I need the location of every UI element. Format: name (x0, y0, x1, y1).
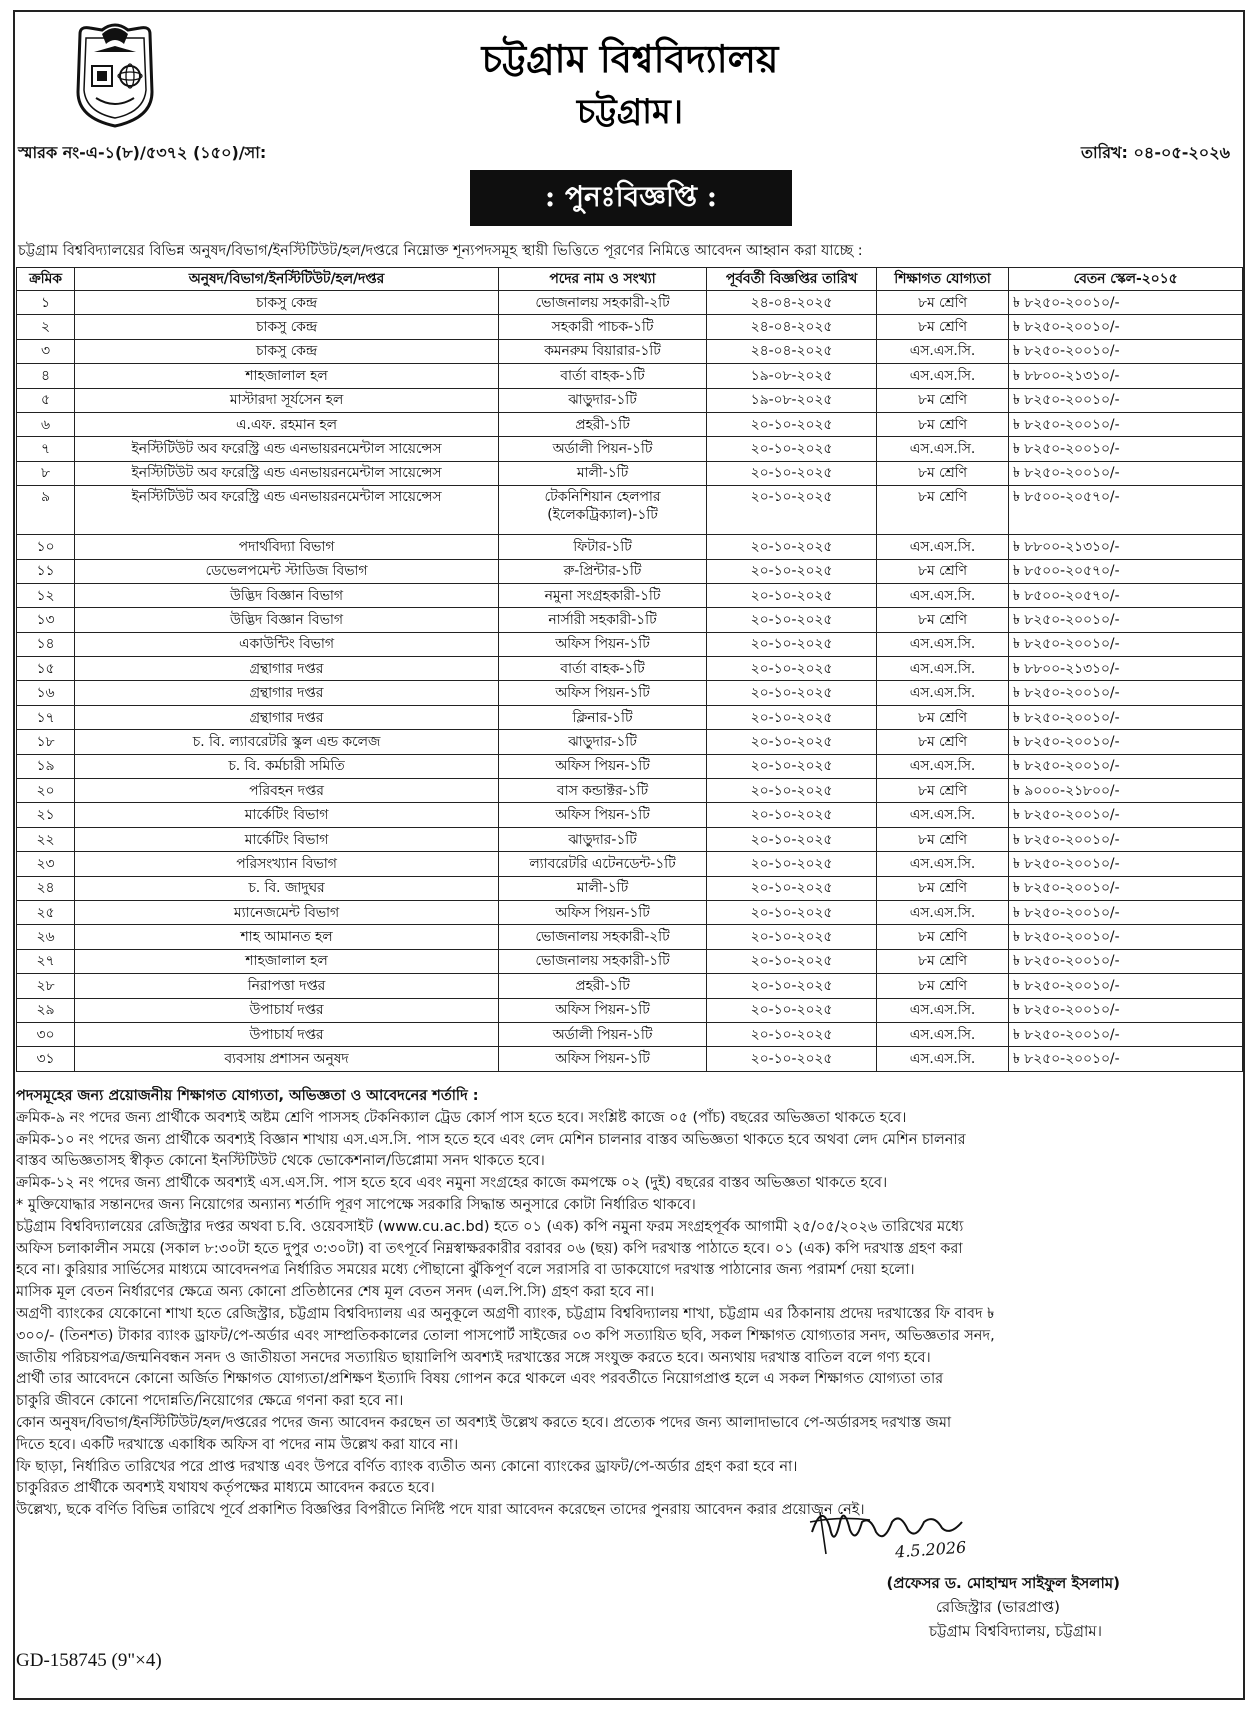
table-row (17, 364, 1243, 388)
pay-scale-cell: ৳ ৮২৫০-২০০১০/- (1009, 388, 1243, 412)
serial-cell: ৯ (17, 486, 75, 535)
condition-line: হবে না। কুরিয়ার সার্ভিসের মাধ্যমে আবেদনপত্র নির্ধারিত সময়ের মধ্যে পৌছানো ঝুঁকিপূর্ণ বলে সরাসরি বা ডাকযোগে দরখাস্ত পাঠানোর জন্য পরামর্শ দেয়া হলো। (16, 1262, 915, 1279)
serial-cell: ১১ (17, 559, 75, 583)
pay-scale-cell: ৳ ৮৮০০-২১৩১০/- (1009, 535, 1243, 559)
serial-cell: ১৩ (17, 608, 75, 632)
table-row (17, 1022, 1243, 1046)
pay-scale-cell: ৳ ৮২৫০-২০০১০/- (1009, 803, 1243, 827)
memo-number: স্মারক নং-এ-১(৮)/৫৩৭২ (১৫০)/সা: (18, 143, 267, 162)
serial-cell: ৫ (17, 388, 75, 412)
pay-scale-cell: ৳ ৮২৫০-২০০১০/- (1009, 998, 1243, 1022)
serial-cell: ২২ (17, 827, 75, 851)
qualification-cell: ৮ম শ্রেণি (877, 291, 1009, 315)
table-row (17, 852, 1243, 876)
office-cell: চাকসু কেন্দ্র (75, 291, 499, 315)
post-cell: কমনরুম বিয়ারার-১টি (499, 339, 707, 363)
table-row (17, 876, 1243, 900)
pay-scale-cell: ৳ ৮২৫০-২০০১০/- (1009, 681, 1243, 705)
table-header-row (17, 268, 1243, 291)
table-row (17, 461, 1243, 485)
condition-line: অগ্রণী ব্যাংকের যেকোনো শাখা হতে রেজিস্ট্রার, চট্টগ্রাম বিশ্ববিদ্যালয় এর অনুকূলে অগ্রণী ব্যাংক, চট্টগ্রাম বিশ্ববিদ্যালয় শাখা, চট্টগ্রাম এর ঠিকানায় প্রদেয় দরখাস্তের ফি বাবদ ৳ (16, 1305, 995, 1322)
previous-date-cell: ২৪-০৪-২০২৫ (707, 315, 877, 339)
qualification-cell: এস.এস.সি. (877, 583, 1009, 607)
header-post: পদের নাম ও সংখ্যা (499, 268, 707, 291)
pay-scale-cell: ৳ ৮২৫০-২০০১০/- (1009, 632, 1243, 656)
gd-code: GD-158745 (9"×4) (16, 1650, 162, 1671)
table-row (17, 535, 1243, 559)
qualification-cell: ৮ম শ্রেণি (877, 608, 1009, 632)
previous-date-cell: ২০-১০-২০২৫ (707, 657, 877, 681)
university-name: চট্টগ্রাম বিশ্ববিদ্যালয় (481, 36, 779, 81)
pay-scale-cell: ৳ ৮২৫০-২০০১০/- (1009, 754, 1243, 778)
office-cell: নিরাপত্তা দপ্তর (75, 974, 499, 998)
previous-date-cell: ২০-১০-২০২৫ (707, 876, 877, 900)
header-pay-scale: বেতন স্কেল-২০১৫ (1009, 268, 1243, 291)
serial-cell: ৭ (17, 437, 75, 461)
post-cell: ভোজনালয় সহকারী-১টি (499, 949, 707, 973)
condition-line: উল্লেখ্য, ছকে বর্ণিত বিভিন্ন তারিখে পূর্বে প্রকাশিত বিজ্ঞপ্তির বিপরীতে নির্দিষ্ট পদে যারা আবেদন করেছেন তাদের পুনরায় আবেদন করার প্রয়োজন নেই। (16, 1502, 865, 1519)
qualification-cell: ৮ম শ্রেণি (877, 461, 1009, 485)
pay-scale-cell: ৳ ৮২৫০-২০০১০/- (1009, 437, 1243, 461)
serial-cell: ১২ (17, 583, 75, 607)
post-cell: অফিস পিয়ন-১টি (499, 754, 707, 778)
pay-scale-cell: ৳ ৮২৫০-২০০১০/- (1009, 608, 1243, 632)
table-row (17, 925, 1243, 949)
qualification-cell: এস.এস.সি. (877, 364, 1009, 388)
pay-scale-cell: ৳ ৮২৫০-২০০১০/- (1009, 827, 1243, 851)
post-cell: ঝাড়ুদার-১টি (499, 827, 707, 851)
header-previous-date: পূর্ববর্তী বিজ্ঞপ্তির তারিখ (707, 268, 877, 291)
office-cell: পরিবহন দপ্তর (75, 779, 499, 803)
qualification-cell: এস.এস.সি. (877, 657, 1009, 681)
table-row (17, 608, 1243, 632)
previous-date-cell: ২০-১০-২০২৫ (707, 705, 877, 729)
pay-scale-cell: ৳ ৮২৫০-২০০১০/- (1009, 974, 1243, 998)
previous-date-cell: ২৪-০৪-২০২৫ (707, 339, 877, 363)
qualification-cell: ৮ম শ্রেণি (877, 827, 1009, 851)
post-cell: অফিস পিয়ন-১টি (499, 1047, 707, 1071)
previous-date-cell: ২০-১০-২০২৫ (707, 608, 877, 632)
intro-text: চট্টগ্রাম বিশ্ববিদ্যালয়ের বিভিন্ন অনুষদ/বিভাগ/ইনস্টিটিউট/হল/দপ্তরে নিম্নোক্ত শূন্যপদসমূহ স্থায়ী ভিত্তিতে পূরণের নিমিত্তে আবেদন আহ্বান করা যাচ্ছে : (18, 243, 863, 259)
pay-scale-cell: ৳ ৮২৫০-২০০১০/- (1009, 925, 1243, 949)
serial-cell: ১৫ (17, 657, 75, 681)
qualification-cell: এস.এস.সি. (877, 339, 1009, 363)
serial-cell: ২১ (17, 803, 75, 827)
office-cell: উদ্ভিদ বিজ্ঞান বিভাগ (75, 583, 499, 607)
table-row (17, 486, 1243, 535)
condition-line: চাকুরিরত প্রার্থীকে অবশ্যই যথাযথ কর্তৃপক্ষের মাধ্যমে আবেদন করতে হবে। (16, 1480, 435, 1497)
previous-date-cell: ২০-১০-২০২৫ (707, 535, 877, 559)
office-cell: মার্কেটিং বিভাগ (75, 803, 499, 827)
previous-date-cell: ২০-১০-২০২৫ (707, 461, 877, 485)
serial-cell: ২৬ (17, 925, 75, 949)
post-cell: রু-প্রিন্টার-১টি (499, 559, 707, 583)
previous-date-cell: ২০-১০-২০২৫ (707, 754, 877, 778)
table-row (17, 705, 1243, 729)
condition-line: মাসিক মূল বেতন নির্ধারণের ক্ষেত্রে অন্য কোনো প্রতিষ্ঠানের শেষ মূল বেতন সনদ (এল.পি.সি) গ্রহণ করা হবে না। (16, 1284, 655, 1301)
serial-cell: ২ (17, 315, 75, 339)
condition-line: অফিস চলাকালীন সময়ে (সকাল ৮:৩০টা হতে দুপুর ৩:৩০টা) বা তৎপূর্বে নিম্নস্বাক্ষরকারীর বরাবর ০৬ (ছয়) কপি দরখাস্ত পাঠাতে হবে। ০১ (এক) কপি দরখাস্ত গ্রহণ করা (16, 1240, 963, 1257)
qualification-cell: ৮ম শ্রেণি (877, 705, 1009, 729)
post-cell: বাস কন্ডাক্টর-১টি (499, 779, 707, 803)
table-row (17, 827, 1243, 851)
serial-cell: ৪ (17, 364, 75, 388)
qualification-cell: এস.এস.সি. (877, 852, 1009, 876)
pay-scale-cell: ৳ ৮৫০০-২০৫৭০/- (1009, 559, 1243, 583)
previous-date-cell: ২০-১০-২০২৫ (707, 900, 877, 924)
condition-line: ক্রমিক-১০ নং পদের জন্য প্রার্থীকে অবশ্যই বিজ্ঞান শাখায় এস.এস.সি. পাস হতে হবে এবং লেদ মেশিন চালনার বাস্তব অভিজ্ঞতা থাকতে হবে অথবা লেদ মেশিন চালনার (16, 1131, 966, 1148)
table-row (17, 339, 1243, 363)
office-cell: চাকসু কেন্দ্র (75, 315, 499, 339)
pay-scale-cell: ৳ ৮৮০০-২১৩১০/- (1009, 364, 1243, 388)
re-notice-banner: : পুনঃবিজ্ঞপ্তি : (470, 170, 792, 226)
pay-scale-cell: ৳ ৮২৫০-২০০১০/- (1009, 412, 1243, 436)
table-row (17, 730, 1243, 754)
office-cell: শাহ আমানত হল (75, 925, 499, 949)
previous-date-cell: ২০-১০-২০২৫ (707, 852, 877, 876)
table-row (17, 998, 1243, 1022)
pay-scale-cell: ৳ ৮২৫০-২০০১০/- (1009, 339, 1243, 363)
pay-scale-cell: ৳ ৮২৫০-২০০১০/- (1009, 949, 1243, 973)
qualification-cell: ৮ম শ্রেণি (877, 315, 1009, 339)
office-cell: গ্রন্থাগার দপ্তর (75, 657, 499, 681)
qualification-cell: এস.এস.সি. (877, 754, 1009, 778)
previous-date-cell: ১৯-০৮-২০২৫ (707, 388, 877, 412)
office-cell: পরিসংখ্যান বিভাগ (75, 852, 499, 876)
qualification-cell: এস.এস.সি. (877, 437, 1009, 461)
table-row (17, 559, 1243, 583)
post-cell: নমুনা সংগ্রহকারী-১টি (499, 583, 707, 607)
post-cell: অফিস পিয়ন-১টি (499, 632, 707, 656)
post-cell: প্রহরী-১টি (499, 412, 707, 436)
table-row (17, 1047, 1243, 1071)
office-cell: মাস্টারদা সূর্যসেন হল (75, 388, 499, 412)
pay-scale-cell: ৳ ৮২৫০-২০০১০/- (1009, 852, 1243, 876)
signer-title: রেজিস্ট্রার (ভারপ্রাপ্ত) (935, 1598, 1060, 1616)
previous-date-cell: ২০-১০-২০২৫ (707, 803, 877, 827)
previous-date-cell: ২০-১০-২০২৫ (707, 925, 877, 949)
notice-date: তারিখ: ০৪-০৫-২০২৬ (1081, 143, 1230, 162)
post-cell: ঝাড়ুদার-১টি (499, 388, 707, 412)
table-row (17, 388, 1243, 412)
serial-cell: ৩১ (17, 1047, 75, 1071)
qualification-cell: ৮ম শ্রেণি (877, 974, 1009, 998)
previous-date-cell: ২০-১০-২০২৫ (707, 632, 877, 656)
table-row (17, 291, 1243, 315)
post-cell: ভোজনালয় সহকারী-২টি (499, 291, 707, 315)
post-cell: মালী-১টি (499, 461, 707, 485)
post-cell: ফিটার-১টি (499, 535, 707, 559)
serial-cell: ২৮ (17, 974, 75, 998)
previous-date-cell: ২০-১০-২০২৫ (707, 559, 877, 583)
table-row (17, 437, 1243, 461)
previous-date-cell: ২০-১০-২০২৫ (707, 681, 877, 705)
pay-scale-cell: ৳ ৮৫০০-২০৫৭০/- (1009, 486, 1243, 535)
vacancy-table (16, 267, 1243, 1072)
serial-cell: ১৪ (17, 632, 75, 656)
previous-date-cell: ২০-১০-২০২৫ (707, 730, 877, 754)
post-cell: মালী-১টি (499, 876, 707, 900)
previous-date-cell: ২০-১০-২০২৫ (707, 974, 877, 998)
signature-date: 4.5.2026 (894, 1537, 967, 1562)
qualification-cell: ৮ম শ্রেণি (877, 876, 1009, 900)
office-cell: চ. বি. কর্মচারী সমিতি (75, 754, 499, 778)
pay-scale-cell: ৳ ৮২৫০-২০০১০/- (1009, 315, 1243, 339)
serial-cell: ১৯ (17, 754, 75, 778)
office-cell: চ. বি. জাদুঘর (75, 876, 499, 900)
qualification-cell: ৮ম শ্রেণি (877, 388, 1009, 412)
serial-cell: ২০ (17, 779, 75, 803)
serial-cell: ১৮ (17, 730, 75, 754)
condition-line: বাস্তব অভিজ্ঞতাসহ স্বীকৃত কোনো ইনস্টিটিউট থেকে ভোকেশনাল/ডিপ্লোমা সনদ থাকতে হবে। (16, 1153, 545, 1170)
table-row (17, 681, 1243, 705)
previous-date-cell: ২০-১০-২০২৫ (707, 437, 877, 461)
qualification-cell: এস.এস.সি. (877, 1047, 1009, 1071)
qualification-cell: ৮ম শ্রেণি (877, 412, 1009, 436)
previous-date-cell: ২০-১০-২০২৫ (707, 827, 877, 851)
qualification-cell: ৮ম শ্রেণি (877, 730, 1009, 754)
table-row (17, 657, 1243, 681)
pay-scale-cell: ৳ ৮২৫০-২০০১০/- (1009, 730, 1243, 754)
pay-scale-cell: ৳ ৮২৫০-২০০১০/- (1009, 461, 1243, 485)
office-cell: ইনস্টিটিউট অব ফরেস্ট্রি এন্ড এনভায়রনমেন্টাল সায়েন্সেস (75, 437, 499, 461)
table-row (17, 949, 1243, 973)
post-cell: বার্তা বাহক-১টি (499, 657, 707, 681)
table-row (17, 779, 1243, 803)
office-cell: গ্রন্থাগার দপ্তর (75, 681, 499, 705)
post-cell: ক্লিনার-১টি (499, 705, 707, 729)
post-cell: ঝাড়ুদার-১টি (499, 730, 707, 754)
serial-cell: ২৩ (17, 852, 75, 876)
condition-line: পদসমূহের জন্য প্রয়োজনীয় শিক্ষাগত যোগ্যতা, অভিজ্ঞতা ও আবেদনের শর্তাদি : (16, 1088, 479, 1104)
pay-scale-cell: ৳ ৯০০০-২১৮০০/- (1009, 779, 1243, 803)
city-name: চট্টগ্রাম। (576, 92, 684, 132)
table-row (17, 632, 1243, 656)
serial-cell: ৩ (17, 339, 75, 363)
post-cell: অফিস পিয়ন-১টি (499, 681, 707, 705)
pay-scale-cell: ৳ ৮৫০০-২০৫৭০/- (1009, 583, 1243, 607)
office-cell: ব্যবসায় প্রশাসন অনুষদ (75, 1047, 499, 1071)
table-row (17, 803, 1243, 827)
condition-line: দিতে হবে। একটি দরখাস্তে একাধিক অফিস বা পদের নাম উল্লেখ করা যাবে না। (16, 1436, 459, 1453)
previous-date-cell: ২০-১০-২০২৫ (707, 949, 877, 973)
post-cell: নার্সারী সহকারী-১টি (499, 608, 707, 632)
post-cell: বার্তা বাহক-১টি (499, 364, 707, 388)
serial-cell: ২৪ (17, 876, 75, 900)
table-row (17, 754, 1243, 778)
post-cell: সহকারী পাচক-১টি (499, 315, 707, 339)
serial-cell: ৩০ (17, 1022, 75, 1046)
serial-cell: ১০ (17, 535, 75, 559)
previous-date-cell: ২০-১০-২০২৫ (707, 1047, 877, 1071)
qualification-cell: এস.এস.সি. (877, 998, 1009, 1022)
office-cell: মার্কেটিং বিভাগ (75, 827, 499, 851)
previous-date-cell: ২০-১০-২০২৫ (707, 1022, 877, 1046)
condition-line: প্রার্থী তার আবেদনে কোনো অর্জিত শিক্ষাগত যোগ্যতা/প্রশিক্ষণ ইত্যাদি বিষয় গোপন করে থাকলে এবং পরবর্তীতে নিয়োগপ্রাপ্ত হলে এ সকল শিক্ষাগত যোগ্যতা তার (16, 1371, 944, 1388)
qualification-cell: এস.এস.সি. (877, 1022, 1009, 1046)
table-row (17, 974, 1243, 998)
condition-line: চট্টগ্রাম বিশ্ববিদ্যালয়ের রেজিস্ট্রার দপ্তর অথবা চ.বি. ওয়েবসাইট (www.cu.ac.bd) হতে ০১ (এক) কপি নমুনা ফরম সংগ্রহপূর্বক আগামী ২৫/০৫/২০২৬ তারিখের মধ্যে (16, 1218, 964, 1235)
table-row (17, 583, 1243, 607)
pay-scale-cell: ৳ ৮২৫০-২০০১০/- (1009, 1022, 1243, 1046)
previous-date-cell: ২৪-০৪-২০২৫ (707, 291, 877, 315)
office-cell: পদার্থবিদ্যা বিভাগ (75, 535, 499, 559)
qualification-cell: ৮ম শ্রেণি (877, 779, 1009, 803)
serial-cell: ৮ (17, 461, 75, 485)
condition-line: জাতীয় পরিচয়পত্র/জন্মনিবন্ধন সনদ ও জাতীয়তা সনদের সত্যায়িত ছায়ালিপি অবশ্যই দরখাস্তের সঙ্গে সংযুক্ত করতে হবে। অন্যথায় দরখাস্ত বাতিল বলে গণ্য হবে। (16, 1349, 931, 1366)
post-cell: অর্ডালী পিয়ন-১টি (499, 437, 707, 461)
pay-scale-cell: ৳ ৮২৫০-২০০১০/- (1009, 876, 1243, 900)
serial-cell: ২৯ (17, 998, 75, 1022)
post-cell: টেকনিশিয়ান হেলপার (ইলেকট্রিক্যাল)-১টি (499, 486, 707, 535)
condition-line: কোন অনুষদ/বিভাগ/ইনস্টিটিউট/হল/দপ্তরের পদের জন্য আবেদন করছেন তা অবশ্যই উল্লেখ করতে হবে। প্রত্যেক পদের জন্য আলাদাভাবে পে-অর্ডারসহ দরখাস্ত জমা (16, 1414, 952, 1431)
pay-scale-cell: ৳ ৮২৫০-২০০১০/- (1009, 900, 1243, 924)
header-qualification: শিক্ষাগত যোগ্যতা (877, 268, 1009, 291)
office-cell: উপাচার্য দপ্তর (75, 998, 499, 1022)
previous-date-cell: ২০-১০-২০২৫ (707, 583, 877, 607)
previous-date-cell: ১৯-০৮-২০২৫ (707, 364, 877, 388)
pay-scale-cell: ৳ ৮২৫০-২০০১০/- (1009, 1047, 1243, 1071)
post-cell: ল্যাবরেটরি এটেনডেন্ট-১টি (499, 852, 707, 876)
qualification-cell: ৮ম শ্রেণি (877, 925, 1009, 949)
qualification-cell: এস.এস.সি. (877, 900, 1009, 924)
condition-line: * মুক্তিযোদ্ধার সন্তানদের জন্য নিয়োগের অন্যান্য শর্তাদি পূরণ সাপেক্ষে সরকারি সিদ্ধান্ত অনুসারে কোটা নির্ধারিত থাকবে। (16, 1196, 696, 1213)
qualification-cell: এস.এস.সি. (877, 803, 1009, 827)
office-cell: ইনস্টিটিউট অব ফরেস্ট্রি এন্ড এনভায়রনমেন্টাল সায়েন্সেস (75, 486, 499, 535)
office-cell: উপাচার্য দপ্তর (75, 1022, 499, 1046)
serial-cell: ১৭ (17, 705, 75, 729)
post-cell: অফিস পিয়ন-১টি (499, 803, 707, 827)
previous-date-cell: ২০-১০-২০২৫ (707, 998, 877, 1022)
previous-date-cell: ২০-১০-২০২৫ (707, 486, 877, 535)
office-cell: উদ্ভিদ বিজ্ঞান বিভাগ (75, 608, 499, 632)
office-cell: শাহজালাল হল (75, 364, 499, 388)
post-cell: ভোজনালয় সহকারী-২টি (499, 925, 707, 949)
qualification-cell: এস.এস.সি. (877, 681, 1009, 705)
office-cell: একাউন্টিং বিভাগ (75, 632, 499, 656)
office-cell: চ. বি. ল্যাবরেটরি স্কুল এন্ড কলেজ (75, 730, 499, 754)
serial-cell: ১৬ (17, 681, 75, 705)
previous-date-cell: ২০-১০-২০২৫ (707, 779, 877, 803)
office-cell: চাকসু কেন্দ্র (75, 339, 499, 363)
post-cell: অফিস পিয়ন-১টি (499, 900, 707, 924)
header-office: অনুষদ/বিভাগ/ইনস্টিটিউট/হল/দপ্তর (75, 268, 499, 291)
serial-cell: ৬ (17, 412, 75, 436)
table-row (17, 315, 1243, 339)
office-cell: শাহজালাল হল (75, 949, 499, 973)
post-cell: অফিস পিয়ন-১টি (499, 998, 707, 1022)
condition-line: ক্রমিক-৯ নং পদের জন্য প্রার্থীকে অবশ্যই অষ্টম শ্রেণি পাসসহ টেকনিক্যাল ট্রেড কোর্স পাস হতে হবে। সংশ্লিষ্ট কাজে ০৫ (পাঁচ) বছরের অভিজ্ঞতা থাকতে হবে। (16, 1109, 907, 1126)
pay-scale-cell: ৳ ৮২৫০-২০০১০/- (1009, 291, 1243, 315)
header-serial: ক্রমিক (17, 268, 75, 291)
serial-cell: ২৫ (17, 900, 75, 924)
table-row (17, 412, 1243, 436)
condition-line: ফি ছাড়া, নির্ধারিত তারিখের পরে প্রাপ্ত দরখাস্ত এবং উপরে বর্ণিত ব্যাংক ব্যতীত অন্য কোনো ব্যাংকের ড্রাফট/পে-অর্ডার গ্রহণ করা হবে না। (16, 1458, 798, 1475)
university-seal-icon (72, 22, 158, 128)
qualification-cell: ৮ম শ্রেণি (877, 559, 1009, 583)
post-cell: প্রহরী-১টি (499, 974, 707, 998)
qualification-cell: ৮ম শ্রেণি (877, 949, 1009, 973)
office-cell: ইনস্টিটিউট অব ফরেস্ট্রি এন্ড এনভায়রনমেন্টাল সায়েন্সেস (75, 461, 499, 485)
office-cell: গ্রন্থাগার দপ্তর (75, 705, 499, 729)
qualification-cell: ৮ম শ্রেণি (877, 486, 1009, 535)
condition-line: ৩০০/- (তিনশত) টাকার ব্যাংক ড্রাফট/পে-অর্ডার এবং সাম্প্রতিককালের তোলা পাসপোর্ট সাইজের ০৩ কপি সত্যায়িত ছবি, সকল শিক্ষাগত যোগ্যতার সনদ, অভিজ্ঞতার সনদ, (16, 1327, 995, 1344)
office-cell: ডেভেলপমেন্ট স্টাডিজ বিভাগ (75, 559, 499, 583)
qualification-cell: এস.এস.সি. (877, 632, 1009, 656)
pay-scale-cell: ৳ ৮২৫০-২০০১০/- (1009, 705, 1243, 729)
qualification-cell: এস.এস.সি. (877, 535, 1009, 559)
condition-line: চাকুরি জীবনে কোনো পদোন্নতি/নিয়োগের ক্ষেত্রে গণনা করা হবে না। (16, 1393, 404, 1410)
signer-organization: চট্টগ্রাম বিশ্ববিদ্যালয়, চট্টগ্রাম। (928, 1622, 1102, 1640)
condition-line: ক্রমিক-১২ নং পদের জন্য প্রার্থীকে অবশ্যই এস.এস.সি. পাস হতে হবে এবং নমুনা সংগ্রহের কাজে কমপক্ষে ০২ (দুই) বছরের বাস্তব অভিজ্ঞতা থাকতে হবে। (16, 1175, 888, 1192)
serial-cell: ১ (17, 291, 75, 315)
post-cell: অর্ডালী পিয়ন-১টি (499, 1022, 707, 1046)
table-row (17, 900, 1243, 924)
office-cell: ম্যানেজমেন্ট বিভাগ (75, 900, 499, 924)
serial-cell: ২৭ (17, 949, 75, 973)
pay-scale-cell: ৳ ৮৮০০-২১৩১০/- (1009, 657, 1243, 681)
previous-date-cell: ২০-১০-২০২৫ (707, 412, 877, 436)
signer-name: (প্রফেসর ড. মোহাম্মদ সাইফুল ইসলাম) (886, 1574, 1120, 1592)
conditions-section (16, 1086, 1244, 1522)
office-cell: এ.এফ. রহমান হল (75, 412, 499, 436)
